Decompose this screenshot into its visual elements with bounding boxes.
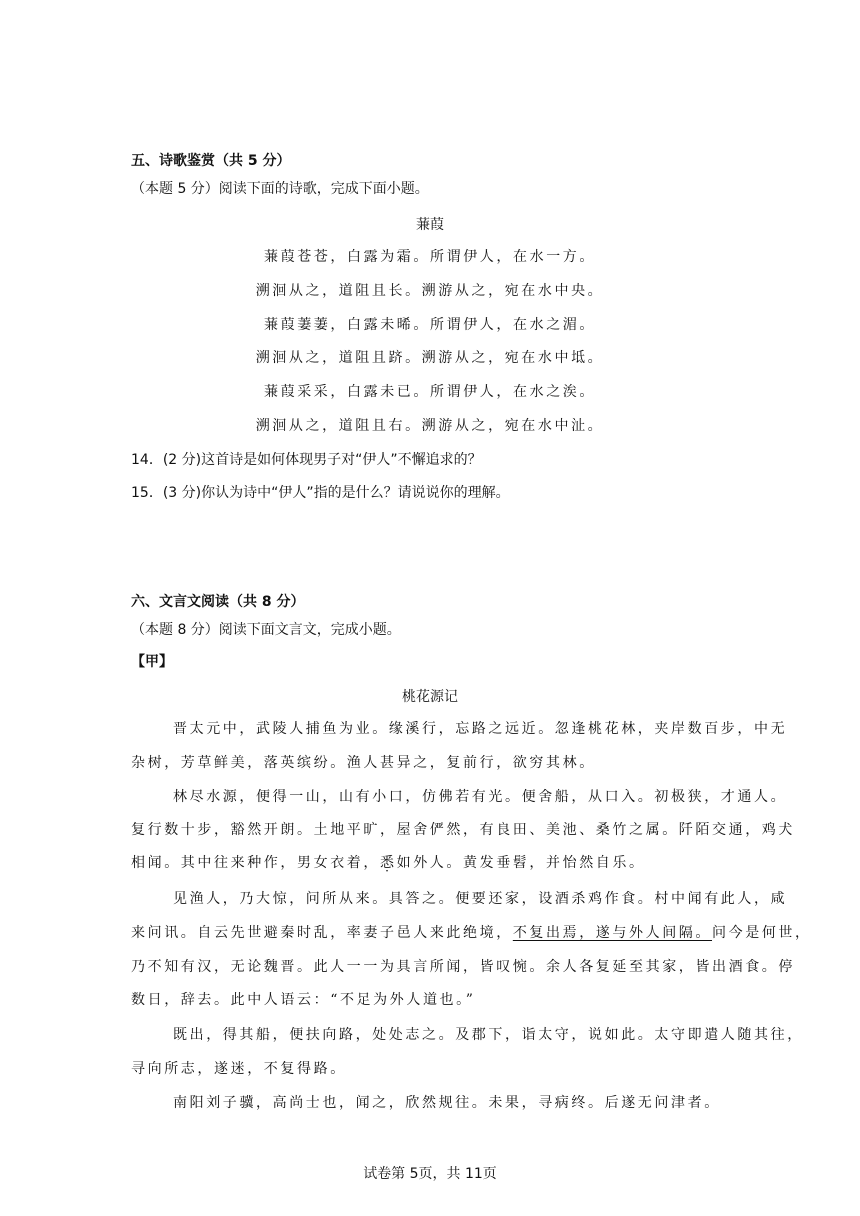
- section5-title: 五、诗歌鉴赏（共 5 分）: [131, 153, 291, 169]
- passage-line: 林尽水源，便得一山，山有小口，仿佛若有光。便舍船，从口入。初极狭，才通人。: [173, 789, 788, 805]
- passage-line: 寻向所志，遂迷，不复得路。: [131, 1061, 347, 1077]
- passage-line: 杂树，芳草鲜美，落英缤纷。渔人甚异之，复前行，欲穷其林。: [131, 755, 596, 771]
- question-14: 14．(2 分)这首诗是如何体现男子对“伊人”不懈追求的？: [131, 452, 482, 468]
- passage-text: 如外人。黄发垂髫，并怡然自乐。: [396, 855, 646, 871]
- passage-line: [131, 853, 646, 873]
- passage-line: [131, 923, 812, 943]
- section6-title: 六、文言文阅读（共 8 分）: [131, 594, 305, 610]
- poem-line: 蒹葭采采，白露未已。所谓伊人，在水之涘。: [264, 384, 596, 400]
- underlined-sentence: 不复出焉，遂与外人间隔。: [512, 925, 713, 941]
- section6-intro: （本题 8 分）阅读下面文言文，完成小题。: [131, 622, 401, 638]
- poem-title: 蒹葭: [416, 217, 444, 233]
- passage-line: 既出，得其船，便扶向路，处处志之。及郡下，诣太守，说如此。太守即遣人随其往，: [173, 1027, 804, 1043]
- passage-title: 桃花源记: [402, 689, 458, 705]
- passage-text: 来问讯。自云先世避秦时乱，率妻子邑人来此绝境，: [131, 925, 513, 941]
- poem-line: 蒹葭苍苍，白露为霜。所谓伊人，在水一方。: [264, 249, 596, 265]
- emphasis-dot-char: 悉: [380, 855, 397, 871]
- passage-line: 乃不知有汉，无论魏晋。此人一一为具言所闻，皆叹惋。余人各复延至其家，皆出酒食。停: [131, 959, 795, 975]
- poem-line: 蒹葭萋萋，白露未晞。所谓伊人，在水之湄。: [264, 317, 596, 333]
- passage-line: 南阳刘子骥，高尚士也，闻之，欣然规往。未果，寻病终。后遂无问津者。: [173, 1095, 721, 1111]
- page-footer: 试卷第 5页，共 11页: [363, 1166, 497, 1182]
- passage-text: 相闻。其中往来种作，男女衣着，: [131, 855, 380, 871]
- poem-line: 溯洄从之，道阻且长。溯游从之，宛在水中央。: [255, 283, 605, 299]
- poem-line: 溯洄从之，道阻且跻。溯游从之，宛在水中坻。: [255, 350, 605, 366]
- passage-line: 晋太元中，武陵人捕鱼为业。缘溪行，忘路之远近。忽逢桃花林，夹岸数百步，中无: [173, 721, 788, 737]
- passage-label: 【甲】: [131, 654, 173, 670]
- passage-line: 数日，辞去。此中人语云：“不足为外人道也。”: [131, 992, 476, 1008]
- passage-line: 见渔人，乃大惊，问所从来。具答之。便要还家，设酒杀鸡作食。村中闻有此人，咸: [173, 891, 788, 907]
- poem-line: 溯洄从之，道阻且右。溯游从之，宛在水中沚。: [255, 418, 605, 434]
- section5-intro: （本题 5 分）阅读下面的诗歌，完成下面小题。: [131, 181, 429, 197]
- passage-text: 问今是何世，: [712, 925, 812, 941]
- question-15: 15．(3 分)你认为诗中“伊人”指的是什么？请说说你的理解。: [131, 485, 510, 501]
- passage-line: 复行数十步，豁然开朗。土地平旷，屋舍俨然，有良田、美池、桑竹之属。阡陌交通，鸡犬: [131, 822, 795, 838]
